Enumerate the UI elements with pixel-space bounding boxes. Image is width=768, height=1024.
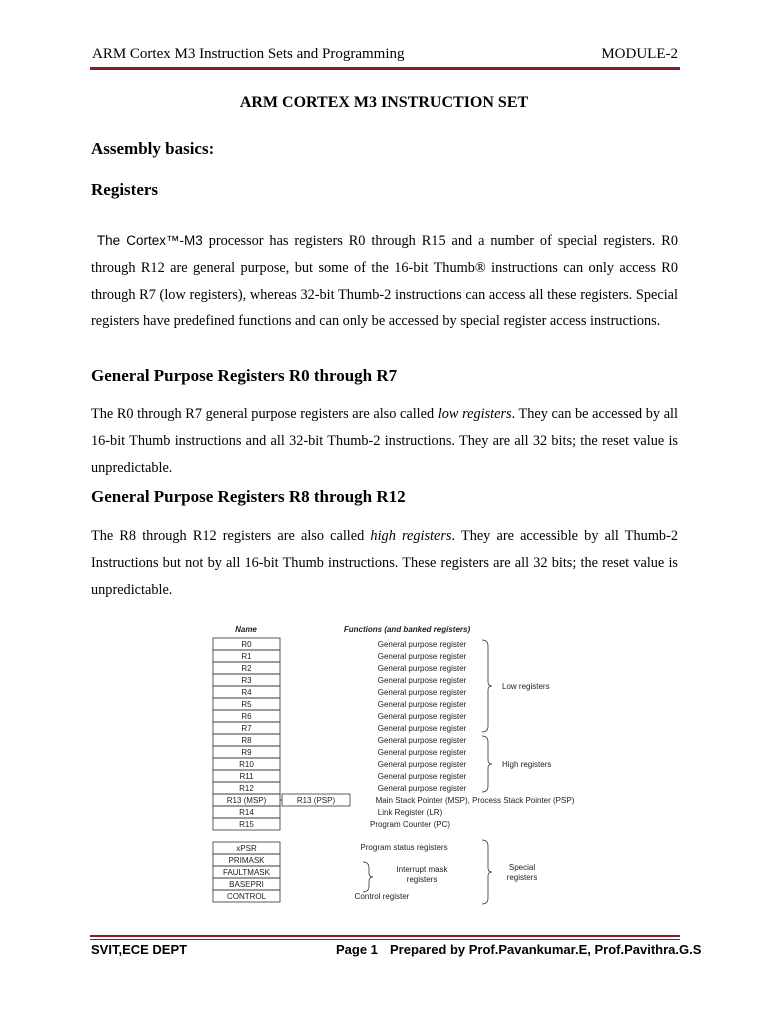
register-function-r4: General purpose register xyxy=(377,688,467,697)
register-function-r6: General purpose register xyxy=(377,712,467,721)
footer-rule-bottom xyxy=(90,939,680,940)
register-function-r13: Main Stack Pointer (MSP), Process Stack Pointer (PSP) xyxy=(375,796,575,805)
figure-col-functions: Functions (and banked registers) xyxy=(343,625,471,634)
register-function-r8: General purpose register xyxy=(377,736,467,745)
register-name-r8: R8 xyxy=(241,736,252,745)
page-title: ARM CORTEX M3 INSTRUCTION SET xyxy=(239,94,529,111)
register-function-r10: General purpose register xyxy=(377,760,467,769)
register-name-r10: R10 xyxy=(239,760,254,769)
register-name-r9: R9 xyxy=(241,748,252,757)
register-function-r12: General purpose register xyxy=(377,784,467,793)
register-name-r11: R11 xyxy=(239,772,254,781)
register-function-r7: General purpose register xyxy=(377,724,467,733)
gp-low-text-2: . They can be accessed by all 16-bit Thumb instructions and all 32-bit Thumb-2 instructions. They are all 32 bits; the reset value is unpredictable. xyxy=(91,406,679,476)
figure-col-name: Name xyxy=(235,625,257,634)
gp-high-emphasis: high registers xyxy=(370,528,452,544)
special-name-basepri: BASEPRI xyxy=(229,880,264,889)
register-function-r11: General purpose register xyxy=(377,772,467,781)
special-name-faultmask: FAULTMASK xyxy=(223,868,270,877)
register-diagram xyxy=(200,620,600,910)
special-name-xpsr: xPSR xyxy=(236,844,257,853)
heading-registers: Registers xyxy=(91,180,159,199)
register-name-r3: R3 xyxy=(241,676,252,685)
cortex-name: The Cortex™-M3 xyxy=(96,233,203,248)
register-function-r0: General purpose register xyxy=(377,640,467,649)
register-name-r12: R12 xyxy=(239,784,254,793)
gp-low-text-1: The R0 through R7 general purpose registers are also called xyxy=(91,406,438,422)
register-function-r2: General purpose register xyxy=(377,664,467,673)
special-function-mask-1: Interrupt mask xyxy=(396,865,448,874)
footer-page: Page 1 xyxy=(336,942,378,957)
header-rule xyxy=(90,67,680,70)
low-registers-brace xyxy=(482,640,492,732)
gp-high-text-1: The R8 through R12 registers are also called xyxy=(91,528,371,544)
register-function-r15: Program Counter (PC) xyxy=(369,820,451,829)
gp-low-paragraph xyxy=(91,401,678,481)
register-name-r13-psp: R13 (PSP) xyxy=(296,796,336,805)
registers-paragraph xyxy=(91,228,678,335)
heading-gp-low: General Purpose Registers R0 through R7 xyxy=(91,366,398,385)
register-name-r5: R5 xyxy=(241,700,252,709)
register-function-r9: General purpose register xyxy=(377,748,467,757)
register-name-r2: R2 xyxy=(241,664,252,673)
register-name-r4: R4 xyxy=(241,688,252,697)
register-function-r3: General purpose register xyxy=(377,676,467,685)
special-function-psr: Program status registers xyxy=(360,843,448,852)
footer-rule-top xyxy=(90,935,680,937)
gp-high-paragraph xyxy=(91,523,678,603)
header-title: ARM Cortex M3 Instruction Sets and Programming xyxy=(92,46,405,62)
special-registers-brace xyxy=(482,840,492,904)
register-function-r1: General purpose register xyxy=(377,652,467,661)
label-low-registers: Low registers xyxy=(502,682,550,691)
register-name-r6: R6 xyxy=(241,712,252,721)
register-name-r15: R15 xyxy=(239,820,254,829)
gp-low-emphasis: low registers xyxy=(437,406,512,422)
register-name-r0: R0 xyxy=(241,640,252,649)
register-function-r14: Link Register (LR) xyxy=(377,808,443,817)
gp-high-text-2: . They are accessible by all Thumb-2 Instructions but not by all 16-bit Thumb instructions. These registers are all 32 bits; the reset value is unpredictable. xyxy=(91,528,678,598)
registers-text: processor has registers R0 through R15 and a number of special registers. R0 through R12 are general purpose, but some of the 16-bit Thumb® instructions can only access R0 through R7 (low registers), whereas 32-bit Thumb-2 instructions can access all these registers. Special registers have predefined functions and can only be accessed by special register access instructions. xyxy=(91,233,678,330)
header-module: MODULE-2 xyxy=(601,46,678,62)
label-special-2: registers xyxy=(506,873,538,882)
special-name-primask: PRIMASK xyxy=(228,856,265,865)
heading-gp-high: General Purpose Registers R8 through R12 xyxy=(91,487,406,506)
register-function-r5: General purpose register xyxy=(377,700,467,709)
register-name-r14: R14 xyxy=(239,808,254,817)
special-function-mask-2: registers xyxy=(406,875,438,884)
footer-dept: SVIT,ECE DEPT xyxy=(91,942,188,957)
register-name-r13-msp: R13 (MSP) xyxy=(226,796,267,805)
footer-prepared: Prepared by Prof.Pavankumar.E, Prof.Pavithra.G.S xyxy=(390,942,702,957)
label-high-registers: High registers xyxy=(502,760,552,769)
mask-brace xyxy=(363,862,373,892)
register-name-r1: R1 xyxy=(241,652,252,661)
register-name-r7: R7 xyxy=(241,724,252,733)
high-registers-brace xyxy=(482,736,492,792)
label-special-1: Special xyxy=(508,863,536,872)
heading-assembly-basics: Assembly basics: xyxy=(91,139,215,158)
special-function-control: Control register xyxy=(354,892,410,901)
special-name-control: CONTROL xyxy=(226,892,267,901)
